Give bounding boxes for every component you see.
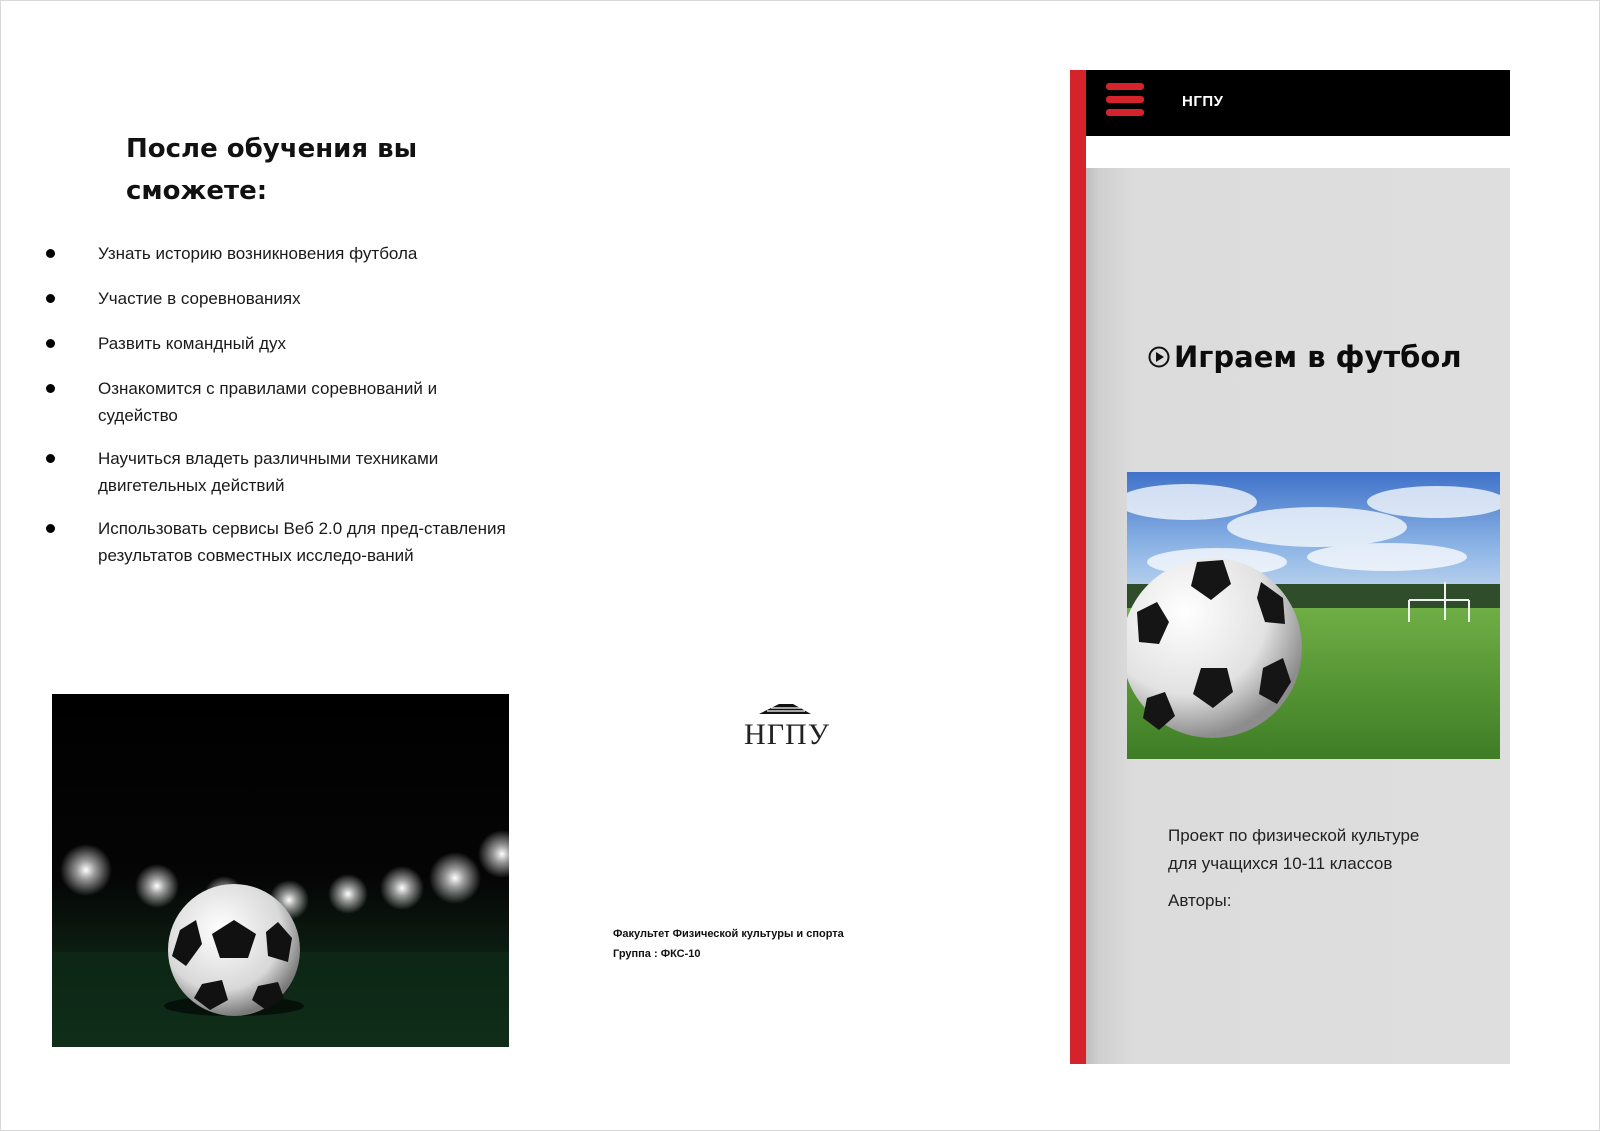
ngpu-logo-mark-icon [757, 702, 813, 716]
football-field-photo [1127, 472, 1500, 759]
outcome-item [40, 285, 500, 312]
faculty-info [613, 924, 844, 964]
group-line: Группа : ФКС-10 [613, 948, 701, 960]
outcomes-list [40, 240, 506, 569]
outcomes-heading: После обучения вы сможете: [126, 134, 418, 206]
cover-red-stripe [1070, 70, 1086, 1064]
outcome-text: Узнать историю возникновения футбола [98, 244, 418, 263]
outcome-text: Использовать сервисы Веб 2.0 для пред-ставления результатов совместных исследо-ваний [98, 519, 506, 565]
ngpu-logo [733, 696, 843, 756]
night-stadium-ball-photo [52, 694, 509, 1047]
project-line-2: для учащихся 10-11 классов [1168, 854, 1393, 873]
cover-title: Играем в футбол [1174, 340, 1462, 374]
bullet-icon [46, 294, 55, 303]
topbar-title: НГПУ [1182, 93, 1224, 110]
bullet-icon [46, 339, 55, 348]
authors-label: Авторы: [1168, 891, 1232, 910]
cover-title-row [1148, 340, 1462, 374]
outcome-text: Ознакомится с правилами соревнований и судейство [98, 379, 438, 425]
outcome-text: Участие в соревнованиях [98, 289, 301, 308]
outcome-item [40, 445, 478, 499]
bullet-icon [46, 249, 55, 258]
outcome-text: Научиться владеть различными техниками двигетельных действий [98, 449, 439, 495]
project-line-1: Проект по физической культуре [1168, 826, 1420, 845]
bullet-icon [46, 524, 55, 533]
bullet-icon [46, 384, 55, 393]
outcome-item [40, 240, 500, 267]
outcome-item [40, 330, 500, 357]
outcome-text: Развить командный дух [98, 334, 287, 353]
cover-topbar [1086, 70, 1510, 136]
logo-text: НГПУ [744, 718, 830, 751]
project-description [1168, 822, 1488, 878]
outcome-item [40, 375, 500, 429]
faculty-line: Факультет Физической культуры и спорта [613, 928, 844, 940]
outcome-item [40, 515, 518, 569]
bullet-icon [46, 454, 55, 463]
play-circle-icon [1148, 346, 1170, 368]
hamburger-menu-icon[interactable] [1106, 83, 1144, 115]
